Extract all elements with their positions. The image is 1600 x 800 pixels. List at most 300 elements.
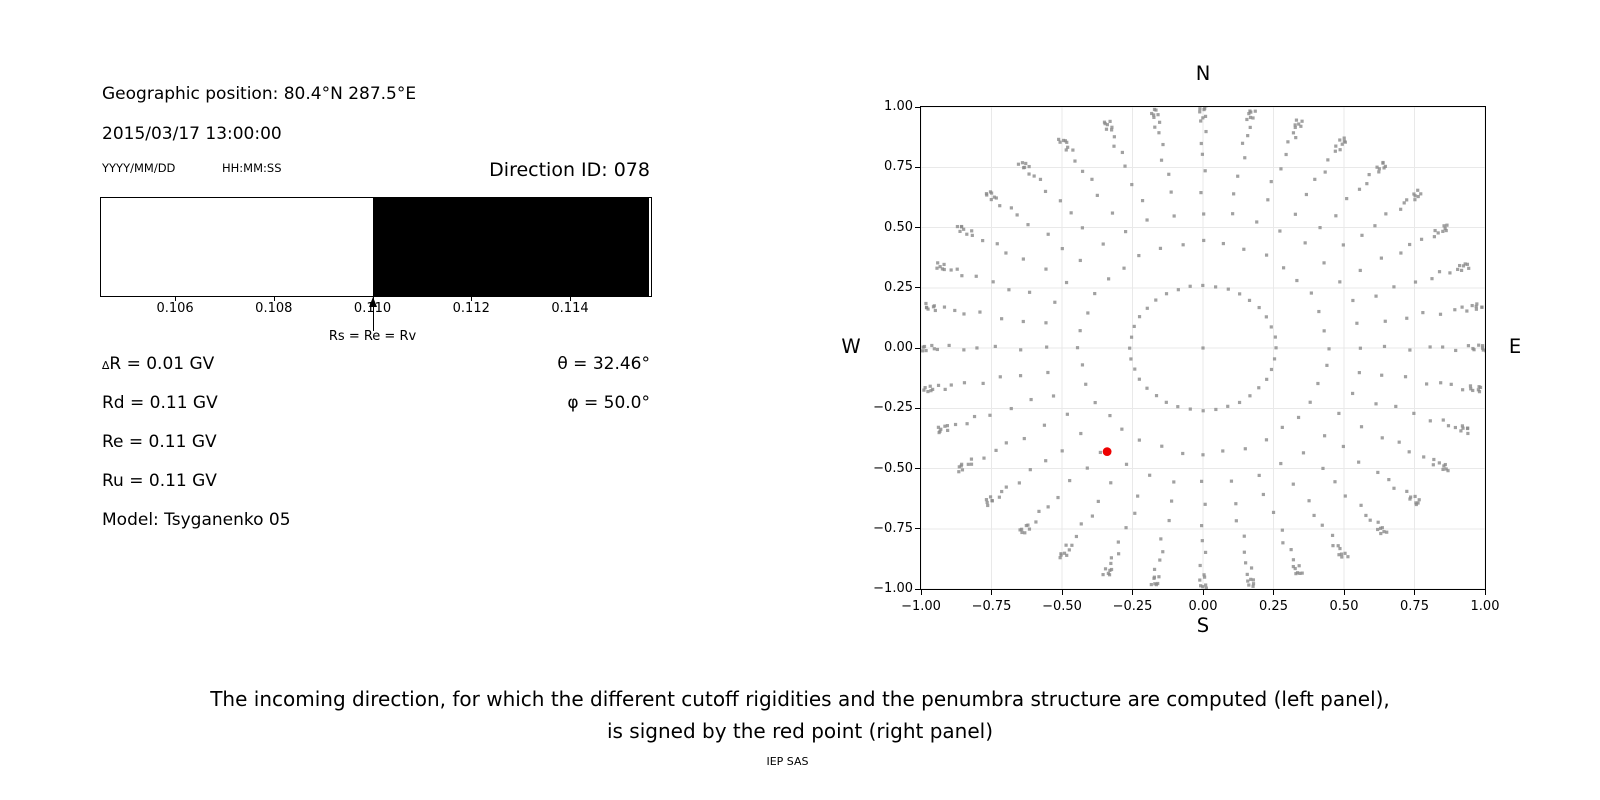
direction-grid-dot <box>1248 299 1251 302</box>
time-format-hint: HH:MM:SS <box>222 161 282 175</box>
direction-grid-dot <box>925 306 928 309</box>
direction-grid-dot <box>1158 558 1161 561</box>
x-tick <box>991 590 992 595</box>
direction-grid-dot <box>1294 567 1297 570</box>
direction-grid-dot <box>1298 564 1301 567</box>
direction-grid-dot <box>1255 220 1258 223</box>
direction-grid-dot <box>1052 394 1055 397</box>
direction-grid-dot <box>1241 142 1244 145</box>
direction-grid-dot <box>975 275 978 278</box>
y-tick-label: 0.00 <box>884 340 913 355</box>
direction-grid-dot <box>1133 325 1136 328</box>
direction-grid-dot <box>1158 121 1161 124</box>
direction-grid-dot <box>1214 408 1217 411</box>
direction-grid-dot <box>1360 234 1363 237</box>
direction-grid-dot <box>1343 136 1346 139</box>
direction-grid-dot <box>1157 131 1160 134</box>
direction-grid-dot <box>971 234 974 237</box>
direction-grid-dot <box>1081 363 1084 366</box>
direction-grid-dot <box>1446 469 1449 472</box>
direction-grid-dot <box>992 280 995 283</box>
direction-grid-dot <box>994 345 997 348</box>
direction-grid-dot <box>1105 128 1108 131</box>
direction-grid-dot <box>1246 579 1249 582</box>
direction-grid-dot <box>1153 568 1156 571</box>
direction-grid-dot <box>1018 481 1021 484</box>
direction-grid-dot <box>956 268 959 271</box>
direction-grid-dot <box>1321 524 1324 527</box>
direction-grid-dot <box>989 190 992 193</box>
direction-grid-dot <box>1416 189 1419 192</box>
direction-grid-dot <box>1248 394 1251 397</box>
direction-grid-dot <box>1346 555 1349 558</box>
direction-grid-dot <box>1292 558 1295 561</box>
direction-grid-dot <box>1243 535 1246 538</box>
direction-grid-dot <box>1245 118 1248 121</box>
direction-grid-dot <box>1065 554 1068 557</box>
y-tick-label: 0.25 <box>884 279 913 295</box>
direction-grid-dot <box>1381 162 1384 165</box>
direction-grid-dot <box>966 422 969 425</box>
direction-grid-dot <box>943 305 946 308</box>
direction-grid-dot <box>1021 161 1024 164</box>
direction-grid-dot <box>1398 441 1401 444</box>
direction-grid-dot <box>1381 436 1384 439</box>
direction-grid-dot <box>1094 401 1097 404</box>
direction-grid-dot <box>1358 371 1361 374</box>
direction-grid-dot <box>970 463 973 466</box>
direction-grid-dot <box>1251 585 1254 588</box>
direction-grid-dot <box>1242 248 1245 251</box>
direction-grid-dot <box>1307 499 1310 502</box>
phi-text: φ = 50.0° <box>567 393 650 413</box>
direction-grid-dot <box>921 349 924 352</box>
direction-grid-dot <box>1247 583 1250 586</box>
direction-grid-dot <box>1070 544 1073 547</box>
direction-grid-dot <box>1376 528 1379 531</box>
direction-grid-dot <box>1430 277 1433 280</box>
direction-grid-dot <box>1414 194 1417 197</box>
direction-grid-dot <box>1368 173 1371 176</box>
direction-grid-dot <box>1079 432 1082 435</box>
direction-grid-dot <box>1005 441 1008 444</box>
x-tick-label: −0.25 <box>1112 599 1153 614</box>
direction-grid-dot <box>1086 466 1089 469</box>
direction-grid-dot <box>1235 519 1238 522</box>
direction-grid-dot <box>958 465 961 468</box>
y-tick-label: 1.00 <box>884 99 913 114</box>
direction-grid-dot <box>1133 367 1136 370</box>
direction-grid-dot <box>1317 310 1320 313</box>
direction-grid-dot <box>998 496 1001 499</box>
y-tick <box>915 528 920 529</box>
direction-grid-dot <box>1403 201 1406 204</box>
direction-grid-dot <box>1136 495 1139 498</box>
direction-grid-dot <box>1477 344 1480 347</box>
y-tick-label: 0.50 <box>884 219 913 235</box>
direction-grid-dot <box>1123 165 1126 168</box>
direction-grid-dot <box>996 242 999 245</box>
direction-grid-dot <box>950 268 953 271</box>
y-tick-label: −1.00 <box>873 581 913 596</box>
direction-grid-dot <box>1323 329 1326 332</box>
direction-grid-dot <box>1270 368 1273 371</box>
direction-grid-dot <box>1338 547 1341 550</box>
direction-grid-dot <box>1168 519 1171 522</box>
direction-grid-dot <box>985 498 988 501</box>
direction-grid-dot <box>1202 239 1205 242</box>
x-tick <box>1344 590 1345 595</box>
direction-grid-dot <box>1165 292 1168 295</box>
direction-grid-dot <box>1425 382 1428 385</box>
direction-grid-dot <box>1007 288 1010 291</box>
direction-grid-dot <box>1331 544 1334 547</box>
direction-grid-dot <box>1408 348 1411 351</box>
direction-grid-dot <box>1471 389 1474 392</box>
direction-grid-dot <box>1000 490 1003 493</box>
x-tick-label: −0.75 <box>971 599 1012 614</box>
x-tick <box>1485 590 1486 595</box>
direction-grid-dot <box>1438 461 1441 464</box>
direction-grid-dot <box>1124 230 1127 233</box>
direction-grid-dot <box>1073 159 1076 162</box>
direction-grid-dot <box>1316 382 1319 385</box>
direction-grid-dot <box>1128 347 1131 350</box>
direction-grid-dot <box>1258 306 1261 309</box>
direction-grid-dot <box>954 423 957 426</box>
direction-grid-dot <box>1165 401 1168 404</box>
direction-grid-dot <box>1226 405 1229 408</box>
direction-grid-dot <box>1433 229 1436 232</box>
direction-grid-dot <box>1450 383 1453 386</box>
direction-grid-dot <box>1222 242 1225 245</box>
direction-grid-dot <box>1204 115 1207 118</box>
direction-grid-dot <box>1323 434 1326 437</box>
x-tick <box>921 590 922 595</box>
direction-grid-dot <box>948 344 951 347</box>
direction-grid-dot <box>1108 120 1111 123</box>
direction-grid-dot <box>1479 386 1482 389</box>
direction-grid-dot <box>1309 401 1312 404</box>
direction-grid-dot <box>1384 320 1387 323</box>
direction-grid-dot <box>1273 357 1276 360</box>
direction-grid-dot <box>1321 467 1324 470</box>
direction-grid-dot <box>944 388 947 391</box>
direction-grid-dot <box>1221 449 1224 452</box>
penumbra-tick-label: 0.112 <box>452 301 490 316</box>
datetime-text: 2015/03/17 13:00:00 <box>102 124 282 144</box>
direction-grid-dot <box>982 457 985 460</box>
direction-grid-dot <box>1281 426 1284 429</box>
direction-grid-dot <box>1146 307 1149 310</box>
direction-grid-dot <box>982 382 985 385</box>
direction-grid-dot <box>1030 398 1033 401</box>
direction-grid-dot <box>1150 112 1153 115</box>
direction-grid-dot <box>1392 487 1395 490</box>
direction-grid-dot <box>936 348 939 351</box>
direction-grid-dot <box>1079 259 1082 262</box>
direction-grid-dot <box>1204 551 1207 554</box>
direction-grid-dot <box>1086 311 1089 314</box>
direction-grid-dot <box>1358 188 1361 191</box>
direction-grid-dot <box>1257 386 1260 389</box>
x-tick <box>1414 590 1415 595</box>
direction-grid-dot <box>1214 285 1217 288</box>
direction-grid-dot <box>1338 280 1341 283</box>
direction-grid-dot <box>958 230 961 233</box>
direction-grid-dot <box>1017 163 1020 166</box>
direction-grid-dot <box>1408 450 1411 453</box>
direction-grid-dot <box>1484 349 1485 352</box>
direction-grid-dot <box>1404 375 1407 378</box>
direction-grid-dot <box>1405 490 1408 493</box>
direction-id-text: Direction ID: 078 <box>489 159 650 181</box>
direction-grid-dot <box>1202 108 1205 111</box>
direction-grid-dot <box>1310 291 1313 294</box>
direction-grid-dot <box>1324 170 1327 173</box>
direction-grid-dot <box>962 348 965 351</box>
direction-grid-dot <box>1445 224 1448 227</box>
direction-grid-dot <box>1075 535 1078 538</box>
direction-grid-dot <box>1334 214 1337 217</box>
direction-grid-dot <box>1058 141 1061 144</box>
direction-grid-dot <box>990 198 993 201</box>
penumbra-tick-label: 0.106 <box>156 301 194 316</box>
x-tick <box>1132 590 1133 595</box>
direction-grid-dot <box>1258 474 1261 477</box>
direction-grid-dot <box>1061 449 1064 452</box>
direction-grid-dot <box>1071 148 1074 151</box>
direction-grid-dot <box>1081 170 1084 173</box>
direction-grid-dot <box>933 347 936 350</box>
y-tick <box>915 468 920 469</box>
direction-grid-dot <box>1442 418 1445 421</box>
direction-grid-dot <box>1096 194 1099 197</box>
direction-grid-dot <box>1010 407 1013 410</box>
direction-grid-dot <box>1059 556 1062 559</box>
direction-grid-dot <box>1039 178 1042 181</box>
x-tick-label: 0.25 <box>1259 599 1288 614</box>
direction-grid-dot <box>1159 247 1162 250</box>
direction-grid-dot <box>1108 569 1111 572</box>
direction-grid-dot <box>1154 108 1157 111</box>
direction-grid-dot <box>1279 167 1282 170</box>
direction-grid-dot <box>1022 257 1025 260</box>
direction-grid-dot <box>1061 247 1064 250</box>
direction-grid-dot <box>1461 427 1464 430</box>
direction-grid-dot <box>1294 572 1297 575</box>
direction-grid-dot <box>924 386 927 389</box>
direction-grid-dot <box>1107 277 1110 280</box>
direction-grid-dot <box>1027 172 1030 175</box>
x-tick-label: 0.00 <box>1188 599 1218 614</box>
direction-grid-dot <box>1377 170 1380 173</box>
penumbra-tick-label: 0.108 <box>255 301 293 316</box>
direction-grid-dot <box>1375 166 1378 169</box>
direction-grid-dot <box>1099 451 1102 454</box>
direction-grid-dot <box>1467 267 1470 270</box>
penumbra-tick-label: 0.110 <box>353 301 392 316</box>
direction-grid-dot <box>1047 505 1050 508</box>
direction-grid-dot <box>1376 471 1379 474</box>
direction-grid-dot <box>962 312 965 315</box>
direction-grid-dot <box>1340 555 1343 558</box>
direction-grid-dot <box>1279 462 1282 465</box>
direction-grid-dot <box>934 309 937 312</box>
direction-grid-dot <box>1282 266 1285 269</box>
direction-grid-dot <box>1198 110 1201 113</box>
geo-position-text: Geographic position: 80.4°N 287.5°E <box>102 84 417 104</box>
direction-grid-dot <box>1243 551 1246 554</box>
direction-grid-dot <box>1023 437 1026 440</box>
direction-grid-dot <box>1064 544 1067 547</box>
x-tick-label: 0.75 <box>1400 599 1429 614</box>
direction-grid-dot <box>1265 315 1268 318</box>
direction-grid-dot <box>1182 243 1185 246</box>
direction-grid-dot <box>1338 138 1341 141</box>
direction-grid-dot <box>1454 426 1457 429</box>
direction-grid-dot <box>1274 346 1277 349</box>
direction-grid-dot <box>1413 495 1416 498</box>
direction-grid-dot <box>1472 348 1475 351</box>
direction-grid-dot <box>963 381 966 384</box>
cutoff-arrow-label: Rs = Re = Rv <box>328 329 417 344</box>
direction-grid-dot <box>937 384 940 387</box>
direction-grid-dot <box>1062 139 1065 142</box>
direction-grid-dot <box>1026 223 1029 226</box>
direction-grid-dot <box>1080 522 1083 525</box>
direction-grid-dot <box>1344 141 1347 144</box>
direction-grid-dot <box>1200 142 1203 145</box>
direction-grid-dot <box>1138 315 1141 318</box>
direction-grid-dot <box>1108 573 1111 576</box>
direction-grid-dot <box>1384 165 1387 168</box>
direction-grid-dot <box>1466 426 1469 429</box>
direction-grid-dot <box>924 302 927 305</box>
direction-grid-dot <box>1304 241 1307 244</box>
direction-grid-dot <box>1047 233 1050 236</box>
direction-grid-dot <box>1300 120 1303 123</box>
direction-grid-dot <box>1129 357 1132 360</box>
direction-grid-dot <box>1113 135 1116 138</box>
direction-grid-dot <box>1481 344 1484 347</box>
y-tick <box>915 287 920 288</box>
direction-grid-dot <box>1244 447 1247 450</box>
direction-grid-dot <box>1161 143 1164 146</box>
direction-grid-dot <box>1090 178 1093 181</box>
date-format-hint: YYYY/MM/DD <box>102 161 176 175</box>
y-tick-label: 0.75 <box>884 159 913 175</box>
direction-grid-dot <box>923 345 926 348</box>
direction-grid-dot <box>1339 148 1342 151</box>
direction-grid-dot <box>1018 528 1021 531</box>
direction-grid-dot <box>1342 243 1345 246</box>
direction-grid-dot <box>1295 119 1298 122</box>
direction-grid-dot <box>1265 378 1268 381</box>
direction-grid-dot <box>1066 146 1069 149</box>
direction-grid-dot <box>1246 573 1249 576</box>
direction-grid-dot <box>1272 511 1275 514</box>
direction-grid-dot <box>1155 583 1158 586</box>
direction-grid-dot <box>1110 556 1113 559</box>
direction-grid-dot <box>1111 211 1114 214</box>
direction-grid-dot <box>1359 504 1362 507</box>
param-delta-r-text: R = 0.01 GV <box>109 354 215 374</box>
direction-grid-dot <box>1278 229 1281 232</box>
direction-grid-dot <box>957 470 960 473</box>
direction-grid-dot <box>926 390 929 393</box>
direction-grid-dot <box>1130 183 1133 186</box>
direction-grid-dot <box>1262 493 1265 496</box>
direction-grid-dot <box>1369 519 1372 522</box>
direction-grid-dot <box>1029 468 1032 471</box>
caption-line-1: The incoming direction, for which the different cutoff rigidities and the penumbra structure are computed (left panel), <box>210 687 1390 711</box>
selected-direction-point <box>1103 447 1112 456</box>
direction-grid-dot <box>1382 530 1385 533</box>
direction-grid-dot <box>935 267 938 270</box>
direction-grid-dot <box>1448 271 1451 274</box>
direction-grid-dot <box>1439 381 1442 384</box>
direction-grid-dot <box>993 196 996 199</box>
direction-grid-dot <box>1461 388 1464 391</box>
x-tick <box>1203 590 1204 595</box>
penumbra-bar <box>100 197 652 297</box>
direction-grid-dot <box>1305 193 1308 196</box>
direction-grid-dot <box>1024 162 1027 165</box>
delta-symbol: ∆ <box>102 359 110 372</box>
direction-grid-dot <box>953 309 956 312</box>
direction-grid-dot <box>986 504 989 507</box>
direction-grid-dot <box>1117 540 1120 543</box>
direction-grid-dot <box>1148 474 1151 477</box>
direction-grid-dot <box>1201 539 1204 542</box>
credit-text: IEP SAS <box>766 755 809 768</box>
direction-grid-dot <box>1441 345 1444 348</box>
direction-grid-dot <box>1170 499 1173 502</box>
direction-grid-dot <box>1254 110 1257 113</box>
direction-grid-dot <box>1198 107 1201 110</box>
direction-grid-dot <box>1037 510 1040 513</box>
direction-grid-dot <box>1357 461 1360 464</box>
direction-grid-dot <box>998 204 1001 207</box>
direction-grid-dot <box>936 261 939 264</box>
direction-grid-dot <box>1137 254 1140 257</box>
direction-grid-dot <box>1419 192 1422 195</box>
direction-grid-dot <box>1244 561 1247 564</box>
x-tick-label: 1.00 <box>1470 599 1500 614</box>
direction-grid-dot <box>1202 409 1205 412</box>
direction-grid-dot <box>1117 552 1120 555</box>
direction-grid-dot <box>1285 153 1288 156</box>
direction-grid-dot <box>942 263 945 266</box>
direction-grid-dot <box>1232 192 1235 195</box>
direction-grid-dot <box>1091 514 1094 517</box>
direction-grid-dot <box>1231 212 1234 215</box>
direction-grid-dot <box>1294 213 1297 216</box>
direction-grid-dot <box>1199 584 1202 587</box>
direction-grid-dot <box>1044 459 1047 462</box>
direction-grid-dot <box>1374 295 1377 298</box>
direction-grid-dot <box>1290 548 1293 551</box>
direction-grid-dot <box>1270 325 1273 328</box>
direction-grid-dot <box>999 375 1002 378</box>
direction-grid-dot <box>1065 281 1068 284</box>
x-tick <box>1062 590 1063 595</box>
direction-grid-dot <box>960 274 963 277</box>
direction-grid-dot <box>1005 485 1008 488</box>
direction-grid-dot <box>1176 405 1179 408</box>
direction-grid-dot <box>1034 520 1037 523</box>
